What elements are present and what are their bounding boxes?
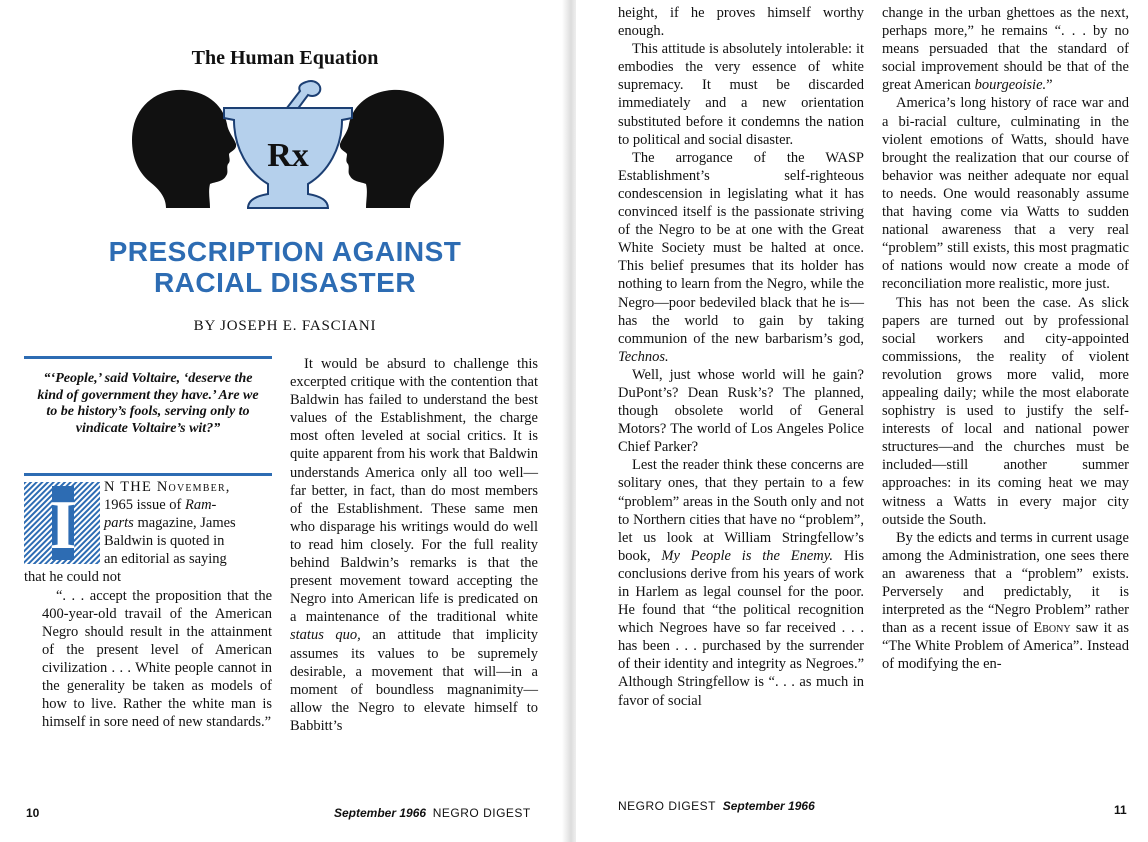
article-column-2 [290, 355, 538, 735]
paragraph [882, 529, 1129, 674]
dropcap-letter: I [49, 487, 77, 564]
baldwin-quote: “. . . accept the proposition that the 400-year-old travail of the American Negro should result in the attainment of the present level of American civilization . . . White people cannot in the generality be taken as models of how to live. Rather the white man is himself in sore need of new standards.” [42, 587, 272, 731]
ramparts-part-2: parts [104, 515, 134, 532]
running-footer-right [618, 799, 815, 813]
opening-line-2 [104, 496, 272, 514]
text-run: By the edicts and terms in current usage among the Administration, one sees there an awareness that a “problem” exists. Perversely and predictably, it is interpreted as the “Negro Problem” rather than as a recent issue of [882, 529, 1129, 637]
text-run: Lest the reader think these concerns are solitary ones, that they pertain to a few “problem” areas in the South only and not to Northern cities that have no “problem”, let us look at William Stringfellow’s book, [618, 457, 864, 564]
paragraph [618, 456, 864, 709]
text-run: an attitude that implicity assumes its values to be supremely desirable, a movement that will—in a moment of boundless magnanimity—allow the Negro to elevate himself to Babbitt’s [290, 627, 538, 734]
opening-line-1: N THE November, [104, 479, 231, 495]
paragraph: This has not been the case. As slick papers are turned out by professional social workers and city-appointed commissions, the reality of violent revolution grows more valid, more appealing daily; while the most elaborate sophistry is used to justify the self-interests of local and national power structures—and the churches must be included—still another summer approaches: in its coming heat we may witness a Watts in every major city outside the South. [882, 294, 1129, 528]
illustration-mortar-pestle-profiles [128, 78, 448, 218]
ebony-small-caps: Ebony [1033, 620, 1071, 637]
right-profile-silhouette [340, 90, 444, 208]
technos-italic: Technos. [618, 348, 669, 365]
footer-date: September 1966 [722, 799, 815, 813]
text-run: It would be absurd to challenge this excerpted critique with the contention that Baldwin has failed to understand the best values of the Establishment, the charge most often leveled at social critics. It is quite apparent from his work that Baldwin understands America only all too well—far better, in fact, than do most members of the Establishment. These same men who disparage his writings would do well to read him closely. For the full reality behind Baldwin’s remarks is that the present movement toward accepting the Negro into American life is predicated on a maintenance of the traditional white [290, 356, 538, 626]
paragraph: height, if he proves himself worthy enough. [618, 5, 864, 40]
paragraph: America’s long history of race war and a bi-racial culture, culminating in the violent emotions of Watts, should have brought the realization that our course of behavior was neither adequate nor equal to needs. One would reasonably assume that having come via Watts to sudden national awareness that a very real “problem” still exists, this most pragmatic of nations would now create a mode of reconciliation more realistic, more just. [882, 95, 1129, 293]
page-number-left: 10 [26, 806, 40, 820]
left-profile-silhouette [132, 90, 236, 208]
rx-symbol: Rx [267, 137, 309, 174]
article-column-4 [882, 4, 1129, 673]
paragraph [290, 355, 538, 735]
pull-quote-text: “‘People,’ said Voltaire, ‘deserve the kind of government they have.’ Are we to be history’s fools, serving only to vindicate Voltaire’s wit?” [37, 371, 259, 436]
paragraph [618, 149, 864, 366]
running-footer-left [334, 806, 531, 820]
paragraph: This attitude is absolutely intolerable: it embodies the very essence of white supremacy. It must be discarded immediately and a new orientation substituted before it condemns the nation to political and social disaster. [618, 41, 864, 148]
bourgeoisie-italic: bourgeoisie. [974, 77, 1047, 94]
headline-line-1: PRESCRIPTION AGAINST [108, 236, 462, 267]
opening-line-5: an editorial as saying [104, 551, 227, 568]
opening-line-2-text: 1965 issue of [104, 497, 182, 514]
page-number-right: 11 [1114, 803, 1127, 817]
opening-line-4: Baldwin is quoted in [104, 533, 225, 550]
opening-line-3 [104, 514, 272, 532]
paragraph: Well, just whose world will he gain? DuPont’s? Dean Rusk’s? The planned, though obsolete world of General Motors? The world of Los Angeles Police Chief Parker? [618, 366, 864, 456]
text-run: saw it as “The White Problem of America”. Instead of modifying the en- [882, 620, 1129, 673]
opening-continuation: that he could not [24, 569, 122, 586]
pull-quote-box [24, 356, 272, 476]
left-page [0, 0, 568, 842]
footer-magazine: NEGRO DIGEST [618, 799, 717, 813]
opening-line-3-text: magazine, James [137, 515, 236, 532]
right-page [576, 0, 1148, 842]
book-title-italic: My People is the Enemy. [661, 547, 834, 564]
footer-magazine: NEGRO DIGEST [432, 806, 531, 820]
byline: BY JOSEPH E. FASCIANI [193, 318, 377, 334]
status-quo-italic: status quo, [290, 627, 361, 644]
paragraph [882, 4, 1129, 94]
article-column-3 [618, 4, 864, 710]
text-run: His conclusions derive from his years of work in Harlem as legal counsel for the poor. He found that “the political recognition which Negroes have so far received . . . has been . . . purchased by the surrender of their identity and integrity as Negroes.” Although Stringfellow is “. . . as much in favor of social [618, 547, 864, 709]
footer-date: September 1966 [334, 806, 427, 820]
dropcap-lines [104, 478, 272, 568]
article-column-1 [24, 478, 272, 731]
text-run: The arrogance of the WASP Establishment’s self-righteous condescension in legislating what it has convinced itself is the passionate striving of the Negro to be at one with the Great White Society must be halted at once. This belief presumes that its holder has nothing to learn from the Negro, while the Negro—poor bedeviled black that he is—has the world to gain by taking communion of the new barbarism’s god, [618, 149, 864, 347]
section-title: The Human Equation [191, 47, 379, 69]
headline-line-2: RACIAL DISASTER [153, 267, 417, 298]
text-run: change in the urban ghettoes as the next, perhaps more,” he remains “. . . by no means persuaded that the standard of social improvement should be that of the great American [882, 5, 1129, 94]
ramparts-part-1: Ram- [184, 497, 217, 514]
text-run: ” [1046, 77, 1053, 94]
